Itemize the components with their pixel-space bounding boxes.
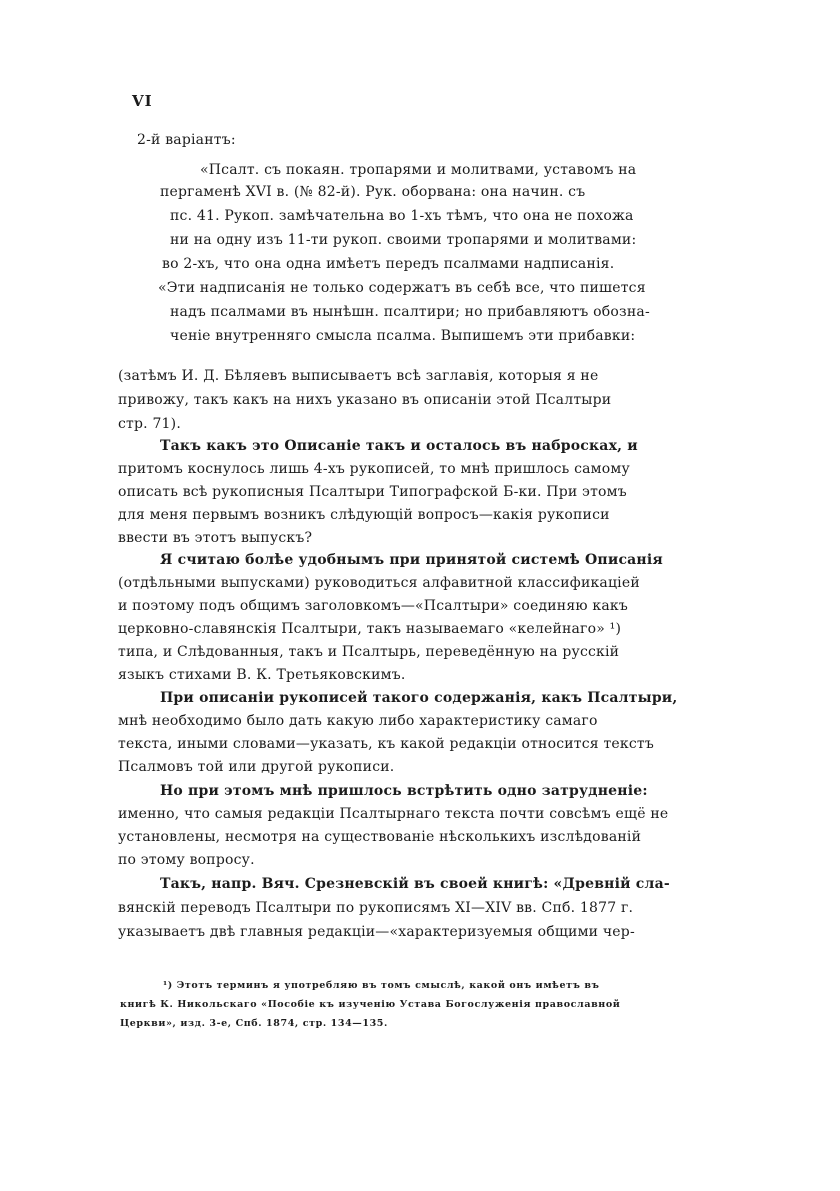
body-line: языкъ стихами В. К. Третьяковскимъ. (118, 667, 406, 683)
body-line: установлены, несмотря на существованіе нѣсколькихъ изслѣдованій (118, 829, 642, 845)
quote-line: пергаменѣ XVI в. (№ 82-й). Рук. оборвана: она начин. съ (160, 184, 586, 200)
body-line: Псалмовъ той или другой рукописи. (118, 759, 395, 775)
quote-line: во 2-хъ, что она одна имѣетъ передъ псалмами надписанія. (162, 256, 615, 272)
body-line: для меня первымъ возникъ слѣдующій вопросъ—какія рукописи (118, 507, 610, 523)
body-line: текста, иными словами—указать, къ какой редакціи относится текстъ (118, 736, 654, 752)
body-line: Такъ какъ это Описаніе такъ и осталось въ набросках, и (160, 438, 638, 454)
footnote-line: Церкви», изд. 3-е, Спб. 1874, стр. 134—135. (120, 1018, 388, 1029)
quote-line: «Эти надписанія не только содержатъ въ себѣ все, что пишется (158, 280, 646, 296)
footnote-line: ¹) Этотъ терминъ я употребляю въ томъ смыслѣ, какой онъ имѣетъ въ (163, 980, 600, 991)
body-line: ввести въ этотъ выпускъ? (118, 530, 313, 546)
body-line: указываетъ двѣ главныя редакціи—«характеризуемыя общими чер- (118, 924, 635, 940)
quote-line: пс. 41. Рукоп. замѣчательна во 1-хъ тѣмъ, что она не похожа (170, 208, 634, 224)
body-line: и поэтому подъ общимъ заголовкомъ—«Псалтыри» соединяю какъ (118, 598, 628, 614)
page-number: VI (132, 92, 153, 110)
body-line: церковно-славянскія Псалтыри, такъ называемаго «келейнаго» ¹) (118, 621, 622, 637)
body-line: мнѣ необходимо было дать какую либо характеристику самаго (118, 713, 598, 729)
quote-line: надъ псалмами въ нынѣшн. псалтири; но прибавляютъ обозна- (170, 304, 650, 320)
body-line: притомъ коснулось лишь 4-хъ рукописей, то мнѣ пришлось самому (118, 461, 630, 477)
body-line: (затѣмъ И. Д. Бѣляевъ выписываетъ всѣ заглавія, которыя я не (118, 368, 599, 384)
body-line: Такъ, напр. Вяч. Срезневскій въ своей книгѣ: «Древній сла- (160, 876, 670, 892)
quote-line: ченіе внутренняго смысла псалма. Выпишемъ эти прибавки: (170, 328, 636, 344)
footnote-line: книгѣ К. Никольскаго «Пособіе къ изученію Устава Богослуженія православной (120, 999, 621, 1010)
body-line: Но при этомъ мнѣ пришлось встрѣтить одно затрудненіе: (160, 783, 648, 799)
body-line: Я считаю болѣе удобнымъ при принятой системѣ Описанія (160, 552, 663, 568)
body-line: типа, и Слѣдованныя, такъ и Псалтырь, переведённую на русскій (118, 644, 620, 660)
body-line: вянскій переводъ Псалтыри по рукописямъ XI—XIV вв. Спб. 1877 г. (118, 900, 634, 916)
body-line: описать всѣ рукописныя Псалтыри Типографской Б-ки. При этомъ (118, 484, 627, 500)
quote-line: ни на одну изъ 11-ти рукоп. своими тропарями и молитвами: (170, 232, 637, 248)
body-line: (отдѣльными выпусками) руководиться алфавитной классификаціей (118, 575, 640, 591)
body-line: При описаніи рукописей такого содержанія, какъ Псалтыри, (160, 690, 678, 706)
body-line: именно, что самыя редакціи Псалтырнаго текста почти совсѣмъ ещё не (118, 806, 669, 822)
quote-line: «Псалт. съ покаян. тропарями и молитвами, уставомъ на (200, 162, 637, 178)
variant-heading: 2-й варіантъ: (137, 132, 236, 148)
body-line: привожу, такъ какъ на нихъ указано въ описаніи этой Псалтыри (118, 392, 612, 408)
body-line: по этому вопросу. (118, 852, 255, 868)
body-line: стр. 71). (118, 416, 181, 432)
